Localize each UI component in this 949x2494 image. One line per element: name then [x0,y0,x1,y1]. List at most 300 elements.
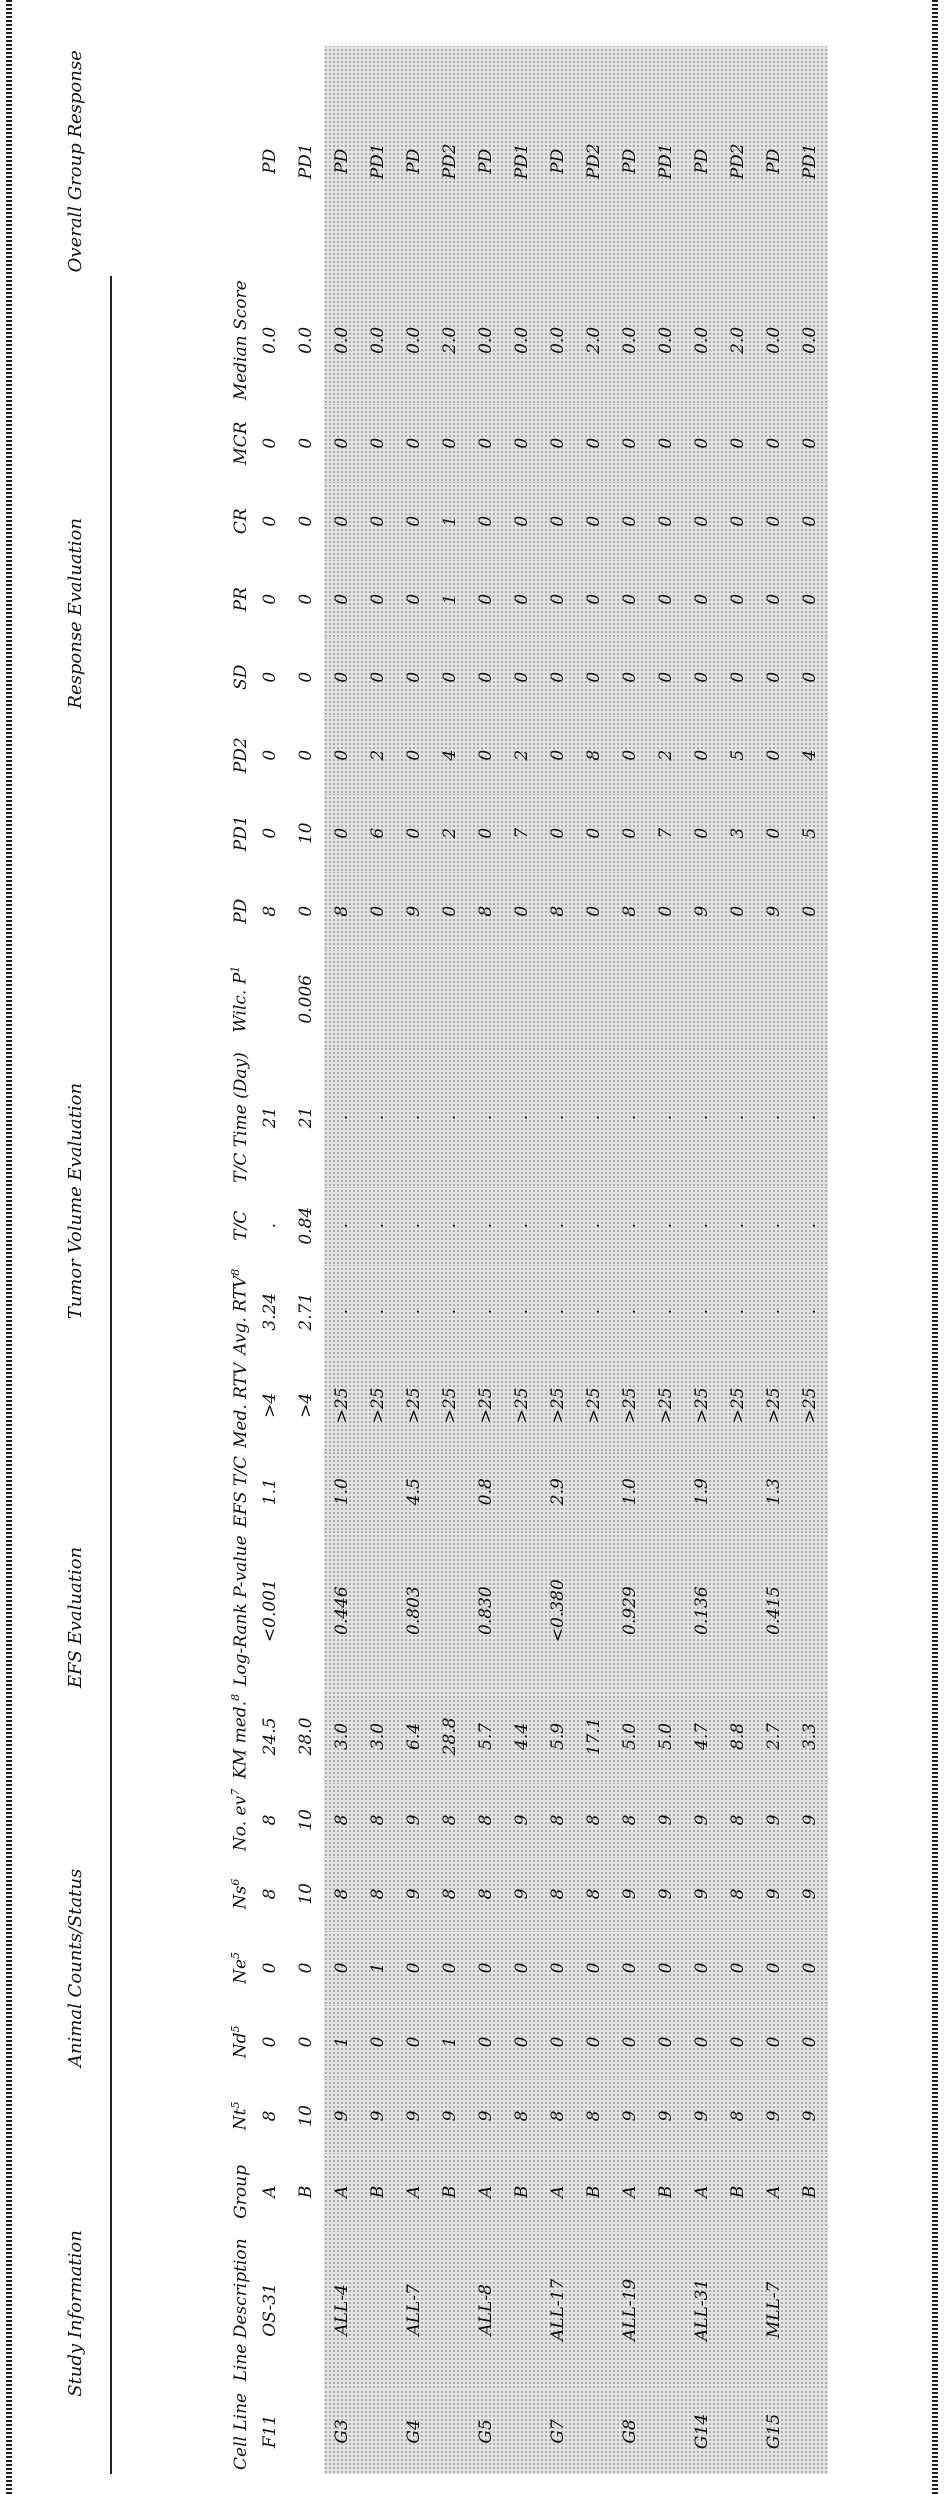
cell-log-rank [792,1531,828,1690]
cell-km-med: 24.5 [260,1717,280,1756]
cell-tc: 0.84 [296,1206,316,1245]
cell-efs-tc: 1.9 [684,1452,720,1531]
cell-sd: 0 [468,638,504,716]
cell-avg-rtv: . [612,1265,648,1359]
cell-tc-time: . [576,1048,612,1186]
cell-pd: 9 [684,872,720,950]
cell-pd1: 0 [540,794,576,872]
column-header-label: Log-Rank P-value [230,1535,251,1686]
cell-wilc-p [432,950,468,1048]
cell-nd: 0 [756,2005,792,2079]
footnote-marker: 8 [229,1693,243,1701]
cell-wilc-p [324,950,360,1048]
cell-group: B [792,2153,828,2231]
column-header-label: Group [230,2165,251,2219]
column-header-ns [111,1857,252,1931]
cell-pd: 0 [504,872,540,950]
cell-pd1: 0 [260,827,280,839]
cell-med-rtv: >4 [296,1392,316,1418]
cell-group: A [324,2153,360,2231]
cell-pd2: 0 [684,716,720,794]
cell-pr: 0 [504,560,540,638]
group-header: Tumor Volume Evaluation [40,950,111,1452]
cell-ne: 0 [756,1931,792,2005]
cell-cell-line: G8 [612,2389,648,2474]
group-header: Overall Group Response [65,50,86,273]
cell-pd: 8 [260,905,280,917]
cell-km-med: 17.1 [576,1690,612,1783]
cell-group: A [396,2153,432,2231]
cell-efs-tc [576,1452,612,1531]
cell-ns: 9 [396,1857,432,1931]
cell-cr: 1 [432,482,468,560]
table-row [720,46,756,2474]
cell-ns: 9 [504,1857,540,1931]
cell-median-score: 0.0 [540,276,576,404]
group-header-row [40,46,111,2474]
cell-mcr: 0 [296,437,316,449]
cell-cr: 0 [612,482,648,560]
cell-nd: 1 [324,2005,360,2079]
cell-pd1: 2 [432,794,468,872]
column-header-label: PD2 [230,737,251,774]
cell-med-rtv: >25 [540,1359,576,1452]
cell-pd2: 0 [468,716,504,794]
footnote-marker: 8 [229,1268,243,1276]
cell-med-rtv: >4 [260,1392,280,1418]
column-header-label: Cell Line [230,2392,251,2470]
cell-efs-tc: 0.8 [468,1452,504,1531]
cell-avg-rtv: . [540,1265,576,1359]
cell-nd: 0 [396,2005,432,2079]
cell-cell-line [504,2389,540,2474]
cell-pd1: 0 [612,794,648,872]
cell-log-rank: 0.136 [684,1531,720,1690]
cell-ne: 0 [648,1931,684,2005]
column-header-sd [111,638,252,716]
cell-nd: 0 [612,2005,648,2079]
cell-overall: PD [324,46,360,276]
footnote-marker: 5 [229,2025,243,2033]
cell-overall: PD [756,46,792,276]
cell-median-score: 0.0 [792,276,828,404]
cell-km-med: 2.7 [756,1690,792,1783]
group-header: Response Evaluation [40,276,111,950]
cell-cr: 0 [504,482,540,560]
cell-group: B [360,2153,396,2231]
cell-mcr: 0 [612,404,648,482]
cell-pd: 8 [324,872,360,950]
cell-med-rtv: >25 [684,1359,720,1452]
cell-cell-line [720,2389,756,2474]
cell-efs-tc: 4.5 [396,1452,432,1531]
column-header-overall [111,46,252,276]
cell-avg-rtv: 2.71 [296,1292,316,1331]
cell-efs-tc [288,1452,324,1531]
cell-median-score: 2.0 [720,276,756,404]
cell-ne: 0 [540,1931,576,2005]
column-header-label: Nt [230,2108,251,2131]
column-header-no-ev [111,1783,252,1857]
cell-overall: PD [540,46,576,276]
cell-line-description: ALL-8 [468,2231,504,2389]
cell-ne: 0 [432,1931,468,2005]
cell-mcr: 0 [576,404,612,482]
cell-line-description [720,2231,756,2389]
cell-pd2: 0 [324,716,360,794]
cell-efs-tc: 2.9 [540,1452,576,1531]
cell-tc-time: . [468,1048,504,1186]
cell-km-med: 4.4 [504,1690,540,1783]
cell-nt: 8 [540,2079,576,2153]
cell-wilc-p [396,950,432,1048]
cell-mcr: 0 [540,404,576,482]
table-row [468,46,504,2474]
cell-cr: 0 [296,515,316,527]
cell-avg-rtv: . [396,1265,432,1359]
cell-efs-tc [792,1452,828,1531]
cell-avg-rtv: . [468,1265,504,1359]
cell-log-rank [576,1531,612,1690]
cell-wilc-p [540,950,576,1048]
cell-pd1: 0 [396,794,432,872]
cell-pr: 0 [468,560,504,638]
group-header: EFS Evaluation [40,1452,111,1783]
cell-km-med: 28.8 [432,1690,468,1783]
cell-nt: 8 [504,2079,540,2153]
cell-no-ev: 8 [612,1783,648,1857]
cell-nd: 0 [540,2005,576,2079]
cell-nt: 8 [260,2110,280,2122]
cell-med-rtv: >25 [720,1359,756,1452]
column-header-label: No. ev [230,1795,251,1852]
cell-avg-rtv: . [360,1265,396,1359]
cell-km-med: 8.8 [720,1690,756,1783]
cell-tc: . [576,1187,612,1265]
cell-pd: 8 [540,872,576,950]
cell-tc: . [612,1187,648,1265]
cell-nd: 0 [720,2005,756,2079]
cell-group: B [296,2185,316,2199]
cell-no-ev: 10 [296,1809,316,1831]
cell-ne: 0 [468,1931,504,2005]
cell-ns: 8 [260,1888,280,1900]
column-header-pr [111,560,252,638]
cell-pd2: 2 [648,716,684,794]
cell-pd: 8 [612,872,648,950]
footnote-marker: 6 [229,1878,243,1886]
cell-sd: 0 [792,638,828,716]
cell-line-description [432,2231,468,2389]
cell-cell-line: G14 [684,2389,720,2474]
cell-cr: 0 [324,482,360,560]
cell-med-rtv: >25 [360,1359,396,1452]
cell-no-ev: 9 [648,1783,684,1857]
cell-nt: 9 [324,2079,360,2153]
column-header-label: Wilc. P [230,972,251,1033]
cell-pr: 0 [360,560,396,638]
cell-median-score: 0.0 [468,276,504,404]
column-header-log-rank [111,1531,252,1690]
table-row [396,46,432,2474]
cell-pd: 0 [576,872,612,950]
cell-no-ev: 9 [756,1783,792,1857]
cell-group: B [648,2153,684,2231]
cell-pd2: 5 [720,716,756,794]
cell-tc-time: . [612,1048,648,1186]
cell-overall: PD2 [720,46,756,276]
cell-efs-tc [648,1452,684,1531]
cell-line-description [288,2231,324,2389]
cell-pr: 0 [792,560,828,638]
cell-avg-rtv: . [756,1265,792,1359]
cell-cell-line [792,2389,828,2474]
table-body [252,46,828,2474]
cell-log-rank: 0.929 [612,1531,648,1690]
cell-ne: 0 [324,1931,360,2005]
cell-pd1: 6 [360,794,396,872]
column-header-label: Avg. RTV [230,1275,251,1355]
cell-ns: 8 [468,1857,504,1931]
cell-pd2: 4 [432,716,468,794]
cell-log-rank: 0.415 [756,1531,792,1690]
cell-sd: 0 [756,638,792,716]
cell-no-ev: 8 [576,1783,612,1857]
cell-cr: 0 [360,482,396,560]
cell-nd: 0 [648,2005,684,2079]
cell-median-score: 0.0 [260,326,280,354]
cell-cr: 0 [260,515,280,527]
cell-pr: 0 [396,560,432,638]
cell-cell-line: G4 [396,2389,432,2474]
table-row [252,46,288,2474]
cell-nt: 9 [612,2079,648,2153]
cell-pd1: 0 [576,794,612,872]
cell-mcr: 0 [756,404,792,482]
cell-cr: 0 [576,482,612,560]
cell-line-description: ALL-31 [684,2231,720,2389]
cell-sd: 0 [684,638,720,716]
cell-med-rtv: >25 [504,1359,540,1452]
cell-median-score: 0.0 [296,326,316,354]
cell-no-ev: 8 [468,1783,504,1857]
column-header-line-description [111,2231,252,2389]
cell-pd2: 0 [396,716,432,794]
cell-median-score: 0.0 [504,276,540,404]
cell-group: A [684,2153,720,2231]
cell-cell-line: G7 [540,2389,576,2474]
cell-group: B [504,2153,540,2231]
group-header: Study Information [40,2153,111,2474]
cell-log-rank: 0.446 [324,1531,360,1690]
cell-km-med: 5.7 [468,1690,504,1783]
cell-nt: 8 [720,2079,756,2153]
cell-avg-rtv: . [324,1265,360,1359]
cell-pd2: 0 [756,716,792,794]
cell-pr: 0 [260,593,280,605]
column-header-mcr [111,404,252,482]
cell-ns: 9 [648,1857,684,1931]
cell-nt: 9 [468,2079,504,2153]
cell-pd: 0 [792,872,828,950]
cell-nd: 0 [296,2036,316,2048]
cell-avg-rtv: . [432,1265,468,1359]
cell-line-description: OS-31 [260,2283,280,2337]
cell-efs-tc [360,1452,396,1531]
column-header-label: Median Score [230,280,251,401]
cell-ne: 0 [396,1931,432,2005]
cell-overall: PD1 [360,46,396,276]
cell-group: A [468,2153,504,2231]
cell-sd: 0 [612,638,648,716]
cell-ne: 1 [360,1931,396,2005]
table-row [540,46,576,2474]
column-header-cell-line [111,2389,252,2474]
column-header-tc [111,1187,252,1265]
cell-sd: 0 [432,638,468,716]
column-header-cr [111,482,252,560]
cell-wilc-p [468,950,504,1048]
cell-overall: PD1 [792,46,828,276]
column-header-label: KM med. [230,1700,251,1779]
cell-tc-time: 21 [260,1106,280,1129]
results-table [40,46,828,2474]
cell-pr: 1 [432,560,468,638]
cell-pr: 0 [576,560,612,638]
cell-wilc-p [576,950,612,1048]
cell-efs-tc: 1.0 [324,1452,360,1531]
cell-ns: 9 [612,1857,648,1931]
cell-line-description [648,2231,684,2389]
table-top-border [6,0,12,2494]
cell-cell-line [288,2389,324,2474]
cell-overall: PD1 [296,143,316,180]
cell-km-med: 3.0 [324,1690,360,1783]
cell-log-rank: 0.830 [468,1531,504,1690]
cell-line-description: ALL-17 [540,2231,576,2389]
cell-ne: 0 [296,1962,316,1974]
table-row [576,46,612,2474]
cell-cr: 0 [792,482,828,560]
cell-pd2: 0 [260,749,280,761]
column-header-label: Line Description [230,2238,251,2382]
cell-no-ev: 9 [396,1783,432,1857]
cell-sd: 0 [504,638,540,716]
cell-wilc-p [720,950,756,1048]
cell-line-description: ALL-7 [396,2231,432,2389]
cell-km-med: 5.0 [612,1690,648,1783]
cell-ns: 8 [540,1857,576,1931]
cell-efs-tc: 1.3 [756,1452,792,1531]
cell-log-rank [720,1531,756,1690]
column-header-tc-time [111,1048,252,1186]
cell-mcr: 0 [792,404,828,482]
cell-log-rank: <0.380 [540,1531,576,1690]
table-row [612,46,648,2474]
cell-overall: PD1 [648,46,684,276]
group-header: Animal Counts/Status [40,1783,111,2153]
cell-median-score: 0.0 [612,276,648,404]
cell-tc: . [468,1187,504,1265]
cell-group: B [432,2153,468,2231]
table-row [504,46,540,2474]
cell-nt: 8 [576,2079,612,2153]
cell-mcr: 0 [360,404,396,482]
column-header-row [111,46,252,2474]
cell-tc-time: . [432,1048,468,1186]
cell-cr: 0 [648,482,684,560]
cell-avg-rtv: . [684,1265,720,1359]
cell-nt: 9 [396,2079,432,2153]
column-header-label: Med. RTV [230,1362,251,1448]
cell-mcr: 0 [648,404,684,482]
column-header-label: T/C [230,1210,251,1241]
cell-tc: . [792,1187,828,1265]
cell-pd1: 0 [756,794,792,872]
cell-sd: 0 [648,638,684,716]
cell-tc-time: . [792,1048,828,1186]
cell-avg-rtv: . [720,1265,756,1359]
table-row [792,46,828,2474]
cell-cell-line: G5 [468,2389,504,2474]
cell-mcr: 0 [432,404,468,482]
cell-sd: 0 [396,638,432,716]
cell-med-rtv: >25 [612,1359,648,1452]
footnote-marker: 5 [229,1951,243,1959]
cell-median-score: 0.0 [648,276,684,404]
cell-no-ev: 9 [504,1783,540,1857]
cell-pr: 0 [648,560,684,638]
cell-ns: 10 [296,1883,316,1905]
cell-nd: 0 [360,2005,396,2079]
cell-overall: PD1 [504,46,540,276]
cell-no-ev: 8 [540,1783,576,1857]
cell-nd: 0 [792,2005,828,2079]
cell-wilc-p [684,950,720,1048]
column-header-label: Ns [230,1885,251,1910]
cell-line-description [792,2231,828,2389]
cell-sd: 0 [540,638,576,716]
column-header-pd2 [111,716,252,794]
cell-mcr: 0 [260,437,280,449]
cell-mcr: 0 [720,404,756,482]
column-header-med-rtv [111,1359,252,1452]
cell-pd: 0 [360,872,396,950]
table-row [324,46,360,2474]
cell-tc: . [260,1223,280,1229]
cell-med-rtv: >25 [756,1359,792,1452]
cell-med-rtv: >25 [792,1359,828,1452]
cell-tc: . [540,1187,576,1265]
cell-ns: 9 [684,1857,720,1931]
cell-sd: 0 [576,638,612,716]
cell-efs-tc: 1.0 [612,1452,648,1531]
cell-pr: 0 [612,560,648,638]
cell-mcr: 0 [684,404,720,482]
cell-ne: 0 [720,1931,756,2005]
cell-pd2: 0 [612,716,648,794]
column-header-pd1 [111,794,252,872]
table-bottom-border [932,0,938,2494]
cell-pd1: 10 [296,822,316,845]
cell-ns: 8 [576,1857,612,1931]
cell-nd: 0 [684,2005,720,2079]
cell-group: B [720,2153,756,2231]
cell-km-med: 5.9 [540,1690,576,1783]
cell-pr: 0 [296,593,316,605]
cell-log-rank [648,1531,684,1690]
cell-sd: 0 [260,671,280,683]
